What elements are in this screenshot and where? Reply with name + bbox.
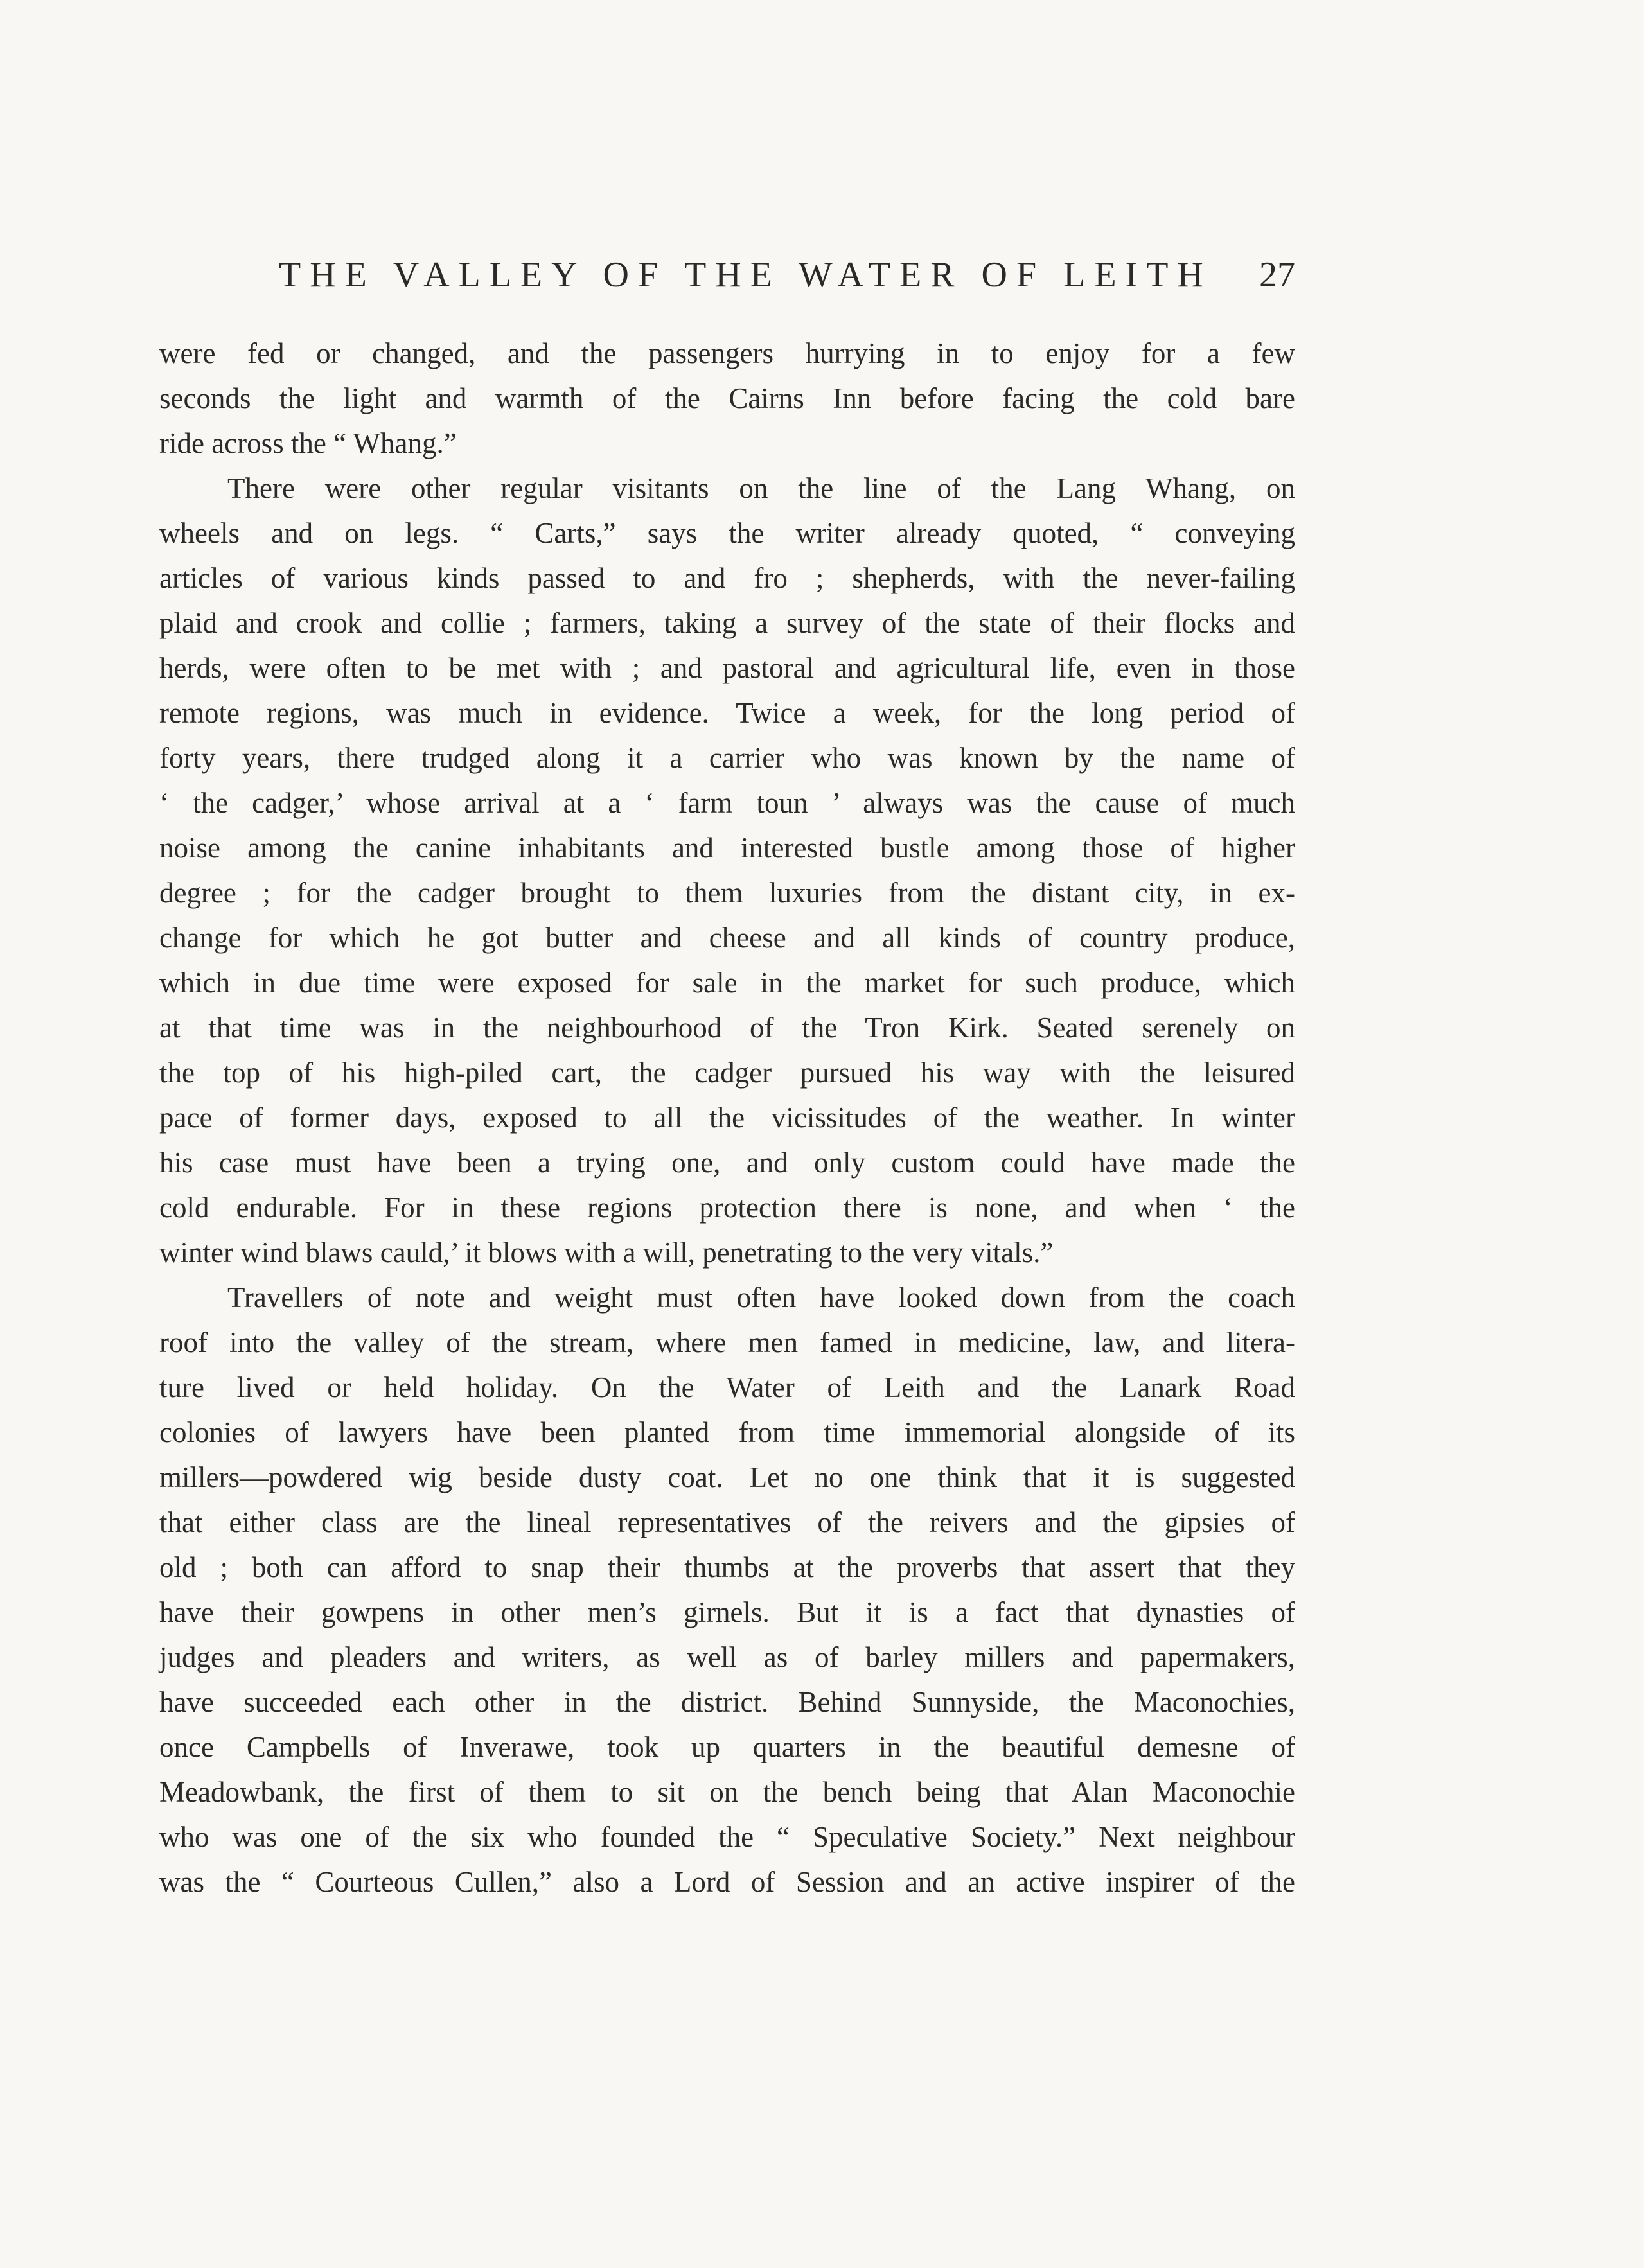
text-line: change for which he got butter and cheese and all kinds of country produce,	[159, 922, 1295, 954]
page-number: 27	[1259, 255, 1295, 295]
text-line: once Campbells of Inverawe, took up quarters in the beautiful demesne of	[159, 1731, 1295, 1763]
text-line: at that time was in the neighbourhood of the Tron Kirk. Seated serenely on	[159, 1012, 1295, 1044]
text-line: herds, were often to be met with ; and pastoral and agricultural life, even in those	[159, 652, 1295, 684]
text-line: his case must have been a trying one, and only custom could have made the	[159, 1147, 1295, 1179]
text-line: roof into the valley of the stream, where men famed in medicine, law, and litera-	[159, 1326, 1295, 1358]
text-line: Travellers of note and weight must often have looked down from the coach	[227, 1281, 1295, 1314]
text-line: millers—powdered wig beside dusty coat. Let no one think that it is suggested	[159, 1461, 1295, 1493]
running-title: THE VALLEY OF THE WATER OF LEITH	[279, 255, 1212, 295]
text-line: There were other regular visitants on the line of the Lang Whang, on	[227, 472, 1295, 504]
text-line: Meadowbank, the first of them to sit on the bench being that Alan Maconochie	[159, 1776, 1295, 1808]
text-line: that either class are the lineal representatives of the reivers and the gipsies of	[159, 1506, 1295, 1538]
text-line: the top of his high-piled cart, the cadger pursued his way with the leisured	[159, 1057, 1295, 1089]
text-line: winter wind blaws cauld,’ it blows with a will, penetrating to the very vitals.”	[159, 1236, 1054, 1269]
text-line: noise among the canine inhabitants and interested bustle among those of higher	[159, 832, 1295, 864]
text-line: seconds the light and warmth of the Cairns Inn before facing the cold bare	[159, 382, 1295, 414]
running-head	[159, 249, 1295, 301]
text-line: ‘ the cadger,’ whose arrival at a ‘ farm toun ’ always was the cause of much	[159, 787, 1295, 819]
text-line: have succeeded each other in the district. Behind Sunnyside, the Maconochies,	[159, 1686, 1295, 1718]
text-line: degree ; for the cadger brought to them luxuries from the distant city, in ex-	[159, 877, 1295, 909]
text-line: have their gowpens in other men’s girnels. But it is a fact that dynasties of	[159, 1596, 1295, 1628]
text-line: wheels and on legs. “ Carts,” says the writer already quoted, “ conveying	[159, 517, 1295, 549]
text-line: ride across the “ Whang.”	[159, 427, 457, 459]
text-line: plaid and crook and collie ; farmers, taking a survey of the state of their flocks and	[159, 607, 1295, 639]
text-line: old ; both can afford to snap their thumbs at the proverbs that assert that they	[159, 1551, 1295, 1583]
text-line: articles of various kinds passed to and fro ; shepherds, with the never-failing	[159, 562, 1295, 594]
text-line: were fed or changed, and the passengers hurrying in to enjoy for a few	[159, 337, 1295, 369]
text-line: who was one of the six who founded the “ Speculative Society.” Next neighbour	[159, 1821, 1295, 1853]
text-line: was the “ Courteous Cullen,” also a Lord of Session and an active inspirer of the	[159, 1866, 1295, 1898]
text-line: colonies of lawyers have been planted from time immemorial alongside of its	[159, 1416, 1295, 1448]
text-line: forty years, there trudged along it a carrier who was known by the name of	[159, 742, 1295, 774]
text-line: judges and pleaders and writers, as well as of barley millers and papermakers,	[159, 1641, 1295, 1673]
text-line: pace of former days, exposed to all the vicissitudes of the weather. In winter	[159, 1102, 1295, 1134]
text-line: which in due time were exposed for sale in the market for such produce, which	[159, 967, 1295, 999]
text-line: ture lived or held holiday. On the Water of Leith and the Lanark Road	[159, 1371, 1295, 1403]
text-line: cold endurable. For in these regions protection there is none, and when ‘ the	[159, 1191, 1295, 1224]
text-line: remote regions, was much in evidence. Twice a week, for the long period of	[159, 697, 1295, 729]
body-text	[159, 331, 1295, 1904]
